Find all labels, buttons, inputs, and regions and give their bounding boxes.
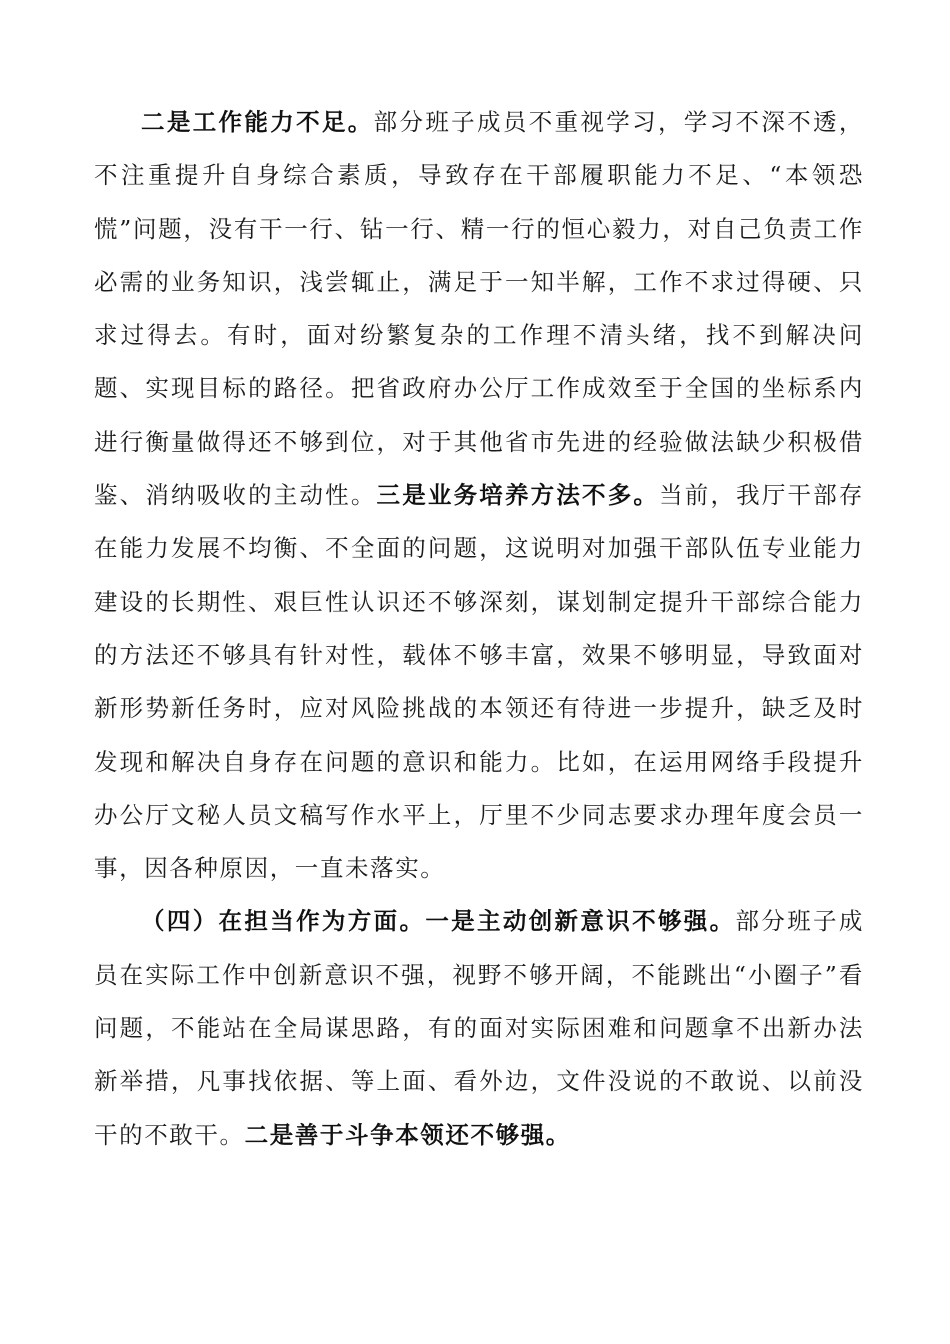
heading-struggle-skills: 二是善于斗争本领还不够强。 [244,1120,571,1149]
heading-insufficient-work-ability: 二是工作能力不足。 [141,108,374,136]
paragraph-text: 当前，我厅干部存在能力发展不均衡、不全面的问题，这说明对加强干部队伍专业能力建设的长期性、艰巨性认识还不够深刻，谋划制定提升干部综合能力的方法还不够具有针对性，载体不够丰富，效果不够明显，导致面对新形势新任务时，应对风险挑战的本领还有待进一步提升，缺乏及时发现和解决自身存在问题的意识和能力。比如，在运用网络手段提升办公厅文秘人员文稿写作水平上，厅里不少同志要求办理年度会员一事，因各种原因，一直未落实。 [94,481,864,883]
document-body [94,96,864,1162]
heading-section-four-innovation: （四）在担当作为方面。一是主动创新意识不够强。 [141,907,736,936]
paragraph-text: 部分班子成员在实际工作中创新意识不强，视野不够开阔，不能跳出“小圈子”看问题，不能站在全局谋思路，有的面对实际困难和问题拿不出新办法新举措，凡事找依据、等上面、看外边，文件没说的不敢说、以前没干的不敢干。 [94,907,864,1149]
paragraph-work-ability [94,96,864,895]
paragraph-responsibility [94,895,864,1161]
heading-few-training-methods: 三是业务培养方法不多。 [376,481,660,510]
paragraph-text: 部分班子成员不重视学习，学习不深不透，不注重提升自身综合素质，导致存在干部履职能力不足、“本领恐慌”问题，没有干一行、钻一行、精一行的恒心毅力，对自己负责工作必需的业务知识，浅尝辄止，满足于一知半解，工作不求过得硬、只求过得去。有时，面对纷繁复杂的工作理不清头绪，找不到解决问题、实现目标的路径。把省政府办公厅工作成效至于全国的坐标系内进行衡量做得还不够到位，对于其他省市先进的经验做法缺少积极借鉴、消纳吸收的主动性。 [94,108,864,510]
